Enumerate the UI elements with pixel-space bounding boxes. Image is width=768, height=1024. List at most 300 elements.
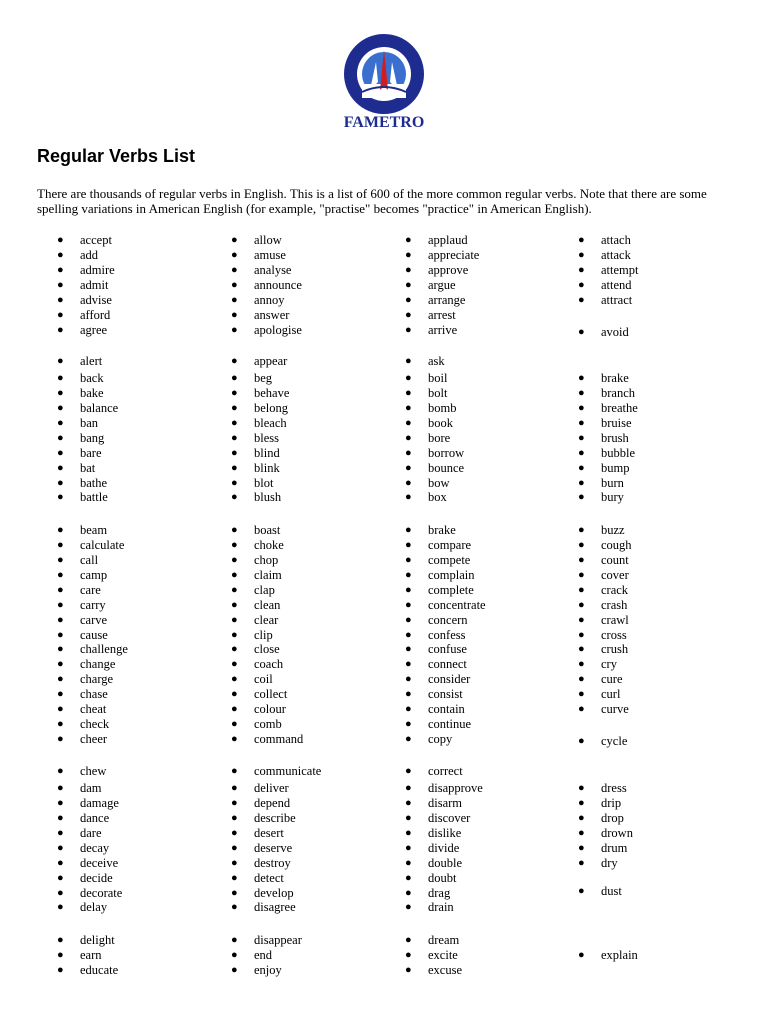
verb-text: disappear: [254, 933, 302, 947]
verb-text: accept: [80, 233, 112, 247]
bullet-icon: ●: [231, 613, 238, 626]
verb-text: answer: [254, 307, 290, 322]
verb-text: breathe: [601, 400, 638, 415]
verb-text: chase: [80, 687, 108, 702]
verb-text: analyse: [254, 262, 292, 277]
verb-text: arrest: [428, 307, 456, 322]
bullet-icon: ●: [405, 431, 412, 444]
bullet-icon: ●: [57, 901, 64, 914]
verb-text: burn: [601, 475, 624, 490]
verb-text: confuse: [428, 642, 467, 657]
bullet-icon: ●: [57, 372, 64, 384]
bullet-icon: ●: [231, 416, 238, 429]
bullet-icon: ●: [231, 234, 238, 246]
verb-text: concern: [428, 612, 468, 627]
verb-text: end: [254, 947, 273, 962]
bullet-icon: ●: [231, 658, 238, 671]
bullet-icon: ●: [231, 856, 238, 869]
bullet-icon: ●: [57, 386, 64, 399]
bullet-icon: ●: [578, 643, 585, 656]
verb-text: bat: [80, 460, 96, 475]
verb-text: bake: [80, 385, 104, 400]
verb-text: agree: [80, 322, 108, 337]
bullet-icon: ●: [57, 446, 64, 459]
verb-text: bruise: [601, 415, 632, 430]
bullet-icon: ●: [578, 401, 585, 414]
bullet-icon: ●: [57, 308, 64, 321]
verb-text: back: [80, 371, 104, 385]
verb-text: applaud: [428, 233, 468, 247]
bullet-icon: ●: [405, 934, 412, 946]
bullet-icon: ●: [405, 963, 412, 976]
verb-text: divide: [428, 840, 460, 855]
verb-text: buzz: [601, 523, 625, 537]
bullet-icon: ●: [578, 826, 585, 839]
bullet-icon: ●: [57, 963, 64, 976]
bullet-icon: ●: [57, 248, 64, 261]
bullet-icon: ●: [57, 628, 64, 641]
bullet-icon: ●: [405, 446, 412, 459]
verb-text: appreciate: [428, 247, 480, 262]
verb-text: borrow: [428, 445, 465, 460]
verb-text: disagree: [254, 900, 296, 915]
verb-text: clip: [254, 627, 273, 642]
bullet-icon: ●: [231, 765, 238, 777]
bullet-icon: ●: [231, 355, 238, 367]
verb-text: crush: [601, 642, 629, 657]
bullet-icon: ●: [405, 901, 412, 914]
verb-text: blush: [254, 490, 282, 505]
verb-text: excuse: [428, 962, 463, 977]
bullet-icon: ●: [578, 628, 585, 641]
verb-text: cough: [601, 537, 632, 552]
verb-text: drip: [601, 795, 622, 810]
verb-text: bomb: [428, 400, 457, 415]
verb-text: coach: [254, 657, 284, 672]
verb-text: appear: [254, 354, 288, 368]
bullet-icon: ●: [57, 461, 64, 474]
verb-text: dream: [428, 933, 460, 947]
bullet-icon: ●: [405, 461, 412, 474]
verb-text: explain: [601, 947, 638, 962]
verb-text: desert: [254, 825, 284, 840]
bullet-icon: ●: [578, 796, 585, 809]
verb-text: compare: [428, 537, 472, 552]
bullet-icon: ●: [405, 293, 412, 306]
bullet-icon: ●: [231, 963, 238, 976]
bullet-icon: ●: [405, 538, 412, 551]
verb-text: ban: [80, 415, 99, 430]
bullet-icon: ●: [57, 278, 64, 291]
verb-text: drown: [601, 825, 633, 840]
bullet-icon: ●: [405, 658, 412, 671]
verb-text: branch: [601, 385, 636, 400]
verb-text: dance: [80, 810, 110, 825]
verb-text: carry: [80, 597, 106, 612]
bullet-icon: ●: [578, 234, 585, 246]
bullet-icon: ●: [405, 386, 412, 399]
bullet-icon: ●: [405, 416, 412, 429]
bullet-icon: ●: [405, 733, 412, 745]
bullet-icon: ●: [57, 538, 64, 551]
bullet-icon: ●: [57, 886, 64, 899]
bullet-icon: ●: [405, 355, 412, 367]
verb-text: earn: [80, 947, 102, 962]
bullet-icon: ●: [231, 293, 238, 306]
verb-text: discover: [428, 810, 471, 825]
verb-text: bleach: [254, 415, 287, 430]
verb-text: crawl: [601, 612, 629, 627]
verb-text: bury: [601, 490, 624, 505]
bullet-icon: ●: [405, 568, 412, 581]
bullet-icon: ●: [405, 673, 412, 686]
bullet-icon: ●: [57, 688, 64, 701]
bullet-icon: ●: [405, 841, 412, 854]
bullet-icon: ●: [231, 796, 238, 809]
verb-text: dry: [601, 855, 618, 870]
bullet-icon: ●: [405, 948, 412, 961]
verb-text: consider: [428, 672, 471, 687]
verb-text: confess: [428, 627, 466, 642]
bullet-icon: ●: [578, 248, 585, 261]
bullet-icon: ●: [57, 733, 64, 745]
verb-text: check: [80, 717, 110, 732]
verb-text: annoy: [254, 292, 285, 307]
verb-text: correct: [428, 764, 463, 778]
bullet-icon: ●: [578, 948, 585, 961]
bullet-icon: ●: [405, 886, 412, 899]
verb-text: disarm: [428, 795, 463, 810]
verb-text: calculate: [80, 537, 125, 552]
bullet-icon: ●: [57, 613, 64, 626]
verb-text: bounce: [428, 460, 465, 475]
bullet-icon: ●: [57, 856, 64, 869]
verb-text: argue: [428, 277, 456, 292]
bullet-icon: ●: [231, 476, 238, 489]
bullet-icon: ●: [231, 934, 238, 946]
bullet-icon: ●: [57, 658, 64, 671]
verb-text: box: [428, 490, 447, 505]
verb-text: dare: [80, 825, 102, 840]
verb-text: afford: [80, 307, 111, 322]
verb-text: deserve: [254, 840, 293, 855]
verb-text: count: [601, 552, 629, 567]
bullet-icon: ●: [57, 598, 64, 611]
bullet-icon: ●: [231, 628, 238, 641]
verb-text: battle: [80, 490, 108, 505]
bullet-icon: ●: [231, 308, 238, 321]
verb-text: cheer: [80, 732, 108, 746]
verb-text: beam: [80, 523, 108, 537]
verb-text: cure: [601, 672, 623, 687]
verb-text: delay: [80, 900, 108, 915]
bullet-icon: ●: [405, 263, 412, 276]
verb-text: cover: [601, 567, 629, 582]
verb-text: bang: [80, 430, 105, 445]
verb-text: choke: [254, 537, 284, 552]
bullet-icon: ●: [405, 703, 412, 716]
verb-text: attach: [601, 233, 631, 247]
verb-text: excite: [428, 947, 458, 962]
verb-text: communicate: [254, 764, 322, 778]
bullet-icon: ●: [405, 718, 412, 731]
verb-text: chop: [254, 552, 279, 567]
bullet-icon: ●: [57, 491, 64, 504]
bullet-icon: ●: [57, 553, 64, 566]
verb-text: camp: [80, 567, 108, 582]
bullet-icon: ●: [231, 461, 238, 474]
bullet-icon: ●: [578, 598, 585, 611]
verb-text: beg: [254, 371, 273, 385]
verb-text: apologise: [254, 322, 302, 337]
bullet-icon: ●: [405, 811, 412, 824]
bullet-icon: ●: [578, 673, 585, 686]
verb-text: depend: [254, 795, 291, 810]
bullet-icon: ●: [405, 524, 412, 536]
verb-text: approve: [428, 262, 469, 277]
verb-text: doubt: [428, 870, 457, 885]
verb-text: crack: [601, 582, 629, 597]
page-title: Regular Verbs List: [37, 146, 196, 166]
bullet-icon: ●: [405, 476, 412, 489]
bullet-icon: ●: [57, 718, 64, 731]
bullet-icon: ●: [57, 524, 64, 536]
verb-text: cause: [80, 627, 108, 642]
verb-text: cross: [601, 627, 627, 642]
bullet-icon: ●: [578, 372, 585, 384]
bullet-icon: ●: [231, 553, 238, 566]
verb-text: attack: [601, 247, 631, 262]
bullet-icon: ●: [578, 263, 585, 276]
bullet-icon: ●: [578, 613, 585, 626]
verb-text: blot: [254, 475, 274, 490]
verb-text: decide: [80, 870, 113, 885]
verb-text: boast: [254, 523, 281, 537]
verb-text: clean: [254, 597, 281, 612]
bullet-icon: ●: [231, 538, 238, 551]
verb-text: book: [428, 415, 453, 430]
bullet-icon: ●: [57, 826, 64, 839]
verb-text: drum: [601, 840, 628, 855]
verb-text: enjoy: [254, 962, 282, 977]
verb-text: bubble: [601, 445, 636, 460]
verb-text: compete: [428, 552, 471, 567]
bullet-icon: ●: [231, 782, 238, 794]
bullet-icon: ●: [405, 553, 412, 566]
bullet-icon: ●: [578, 431, 585, 444]
verb-text: dress: [601, 781, 627, 795]
bullet-icon: ●: [231, 886, 238, 899]
bullet-icon: ●: [578, 688, 585, 701]
logo-wordmark: FAMETRO: [343, 114, 425, 131]
verb-text: arrive: [428, 322, 458, 337]
bullet-icon: ●: [57, 673, 64, 686]
bullet-icon: ●: [57, 782, 64, 794]
verb-text: carve: [80, 612, 108, 627]
bullet-icon: ●: [231, 841, 238, 854]
bullet-icon: ●: [231, 248, 238, 261]
verb-text: develop: [254, 885, 294, 900]
verb-text: charge: [80, 672, 114, 687]
bullet-icon: ●: [231, 263, 238, 276]
verb-text: balance: [80, 400, 119, 415]
bullet-icon: ●: [405, 234, 412, 246]
bullet-icon: ●: [578, 658, 585, 671]
bullet-icon: ●: [231, 278, 238, 291]
verb-text: blind: [254, 445, 280, 460]
verb-text: bare: [80, 445, 102, 460]
bullet-icon: ●: [405, 796, 412, 809]
bullet-icon: ●: [578, 735, 585, 747]
verb-text: deliver: [254, 781, 289, 795]
bullet-icon: ●: [578, 446, 585, 459]
verb-text: copy: [428, 732, 453, 746]
verb-text: close: [254, 642, 280, 657]
bullet-icon: ●: [578, 538, 585, 551]
bullet-icon: ●: [578, 703, 585, 716]
verb-text: dam: [80, 781, 102, 795]
bullet-icon: ●: [231, 568, 238, 581]
bullet-icon: ●: [578, 856, 585, 869]
bullet-icon: ●: [405, 323, 412, 336]
verb-text: command: [254, 732, 304, 746]
bullet-icon: ●: [578, 811, 585, 824]
verb-text: blink: [254, 460, 280, 475]
bullet-icon: ●: [231, 948, 238, 961]
verb-text: complete: [428, 582, 474, 597]
bullet-icon: ●: [578, 553, 585, 566]
verb-text: deceive: [80, 855, 119, 870]
verb-text: bore: [428, 430, 451, 445]
verb-text: admit: [80, 277, 109, 292]
verb-text: disapprove: [428, 781, 483, 795]
verb-text: collect: [254, 687, 288, 702]
bullet-icon: ●: [578, 386, 585, 399]
verb-text: drag: [428, 885, 451, 900]
bullet-icon: ●: [231, 901, 238, 914]
bullet-icon: ●: [57, 416, 64, 429]
verb-text: brush: [601, 430, 629, 445]
bullet-icon: ●: [231, 688, 238, 701]
bullet-icon: ●: [231, 871, 238, 884]
verb-text: continue: [428, 717, 472, 732]
verb-text: double: [428, 855, 463, 870]
verb-text: bow: [428, 475, 450, 490]
bullet-icon: ●: [57, 841, 64, 854]
bullet-icon: ●: [231, 598, 238, 611]
verb-text: cry: [601, 657, 617, 672]
bullet-icon: ●: [231, 323, 238, 336]
verb-text: delight: [80, 933, 115, 947]
verb-text: ask: [428, 354, 445, 368]
verb-text: add: [80, 247, 99, 262]
bullet-icon: ●: [578, 583, 585, 596]
bullet-icon: ●: [231, 446, 238, 459]
verb-text: dust: [601, 883, 622, 898]
verb-text: clear: [254, 612, 279, 627]
bullet-icon: ●: [231, 826, 238, 839]
bullet-icon: ●: [578, 491, 585, 504]
bullet-icon: ●: [231, 718, 238, 731]
bullet-icon: ●: [231, 583, 238, 596]
bullet-icon: ●: [57, 431, 64, 444]
verb-text: advise: [80, 292, 112, 307]
verb-text: damage: [80, 795, 119, 810]
verb-text: drop: [601, 810, 624, 825]
verb-text: dislike: [428, 825, 462, 840]
verb-text: detect: [254, 870, 284, 885]
bullet-icon: ●: [231, 372, 238, 384]
verb-text: consist: [428, 687, 463, 702]
bullet-icon: ●: [405, 401, 412, 414]
bullet-icon: ●: [57, 643, 64, 656]
verb-text: attempt: [601, 262, 639, 277]
verb-text: decay: [80, 840, 110, 855]
verb-text: concentrate: [428, 597, 486, 612]
bullet-icon: ●: [405, 871, 412, 884]
bullet-icon: ●: [57, 263, 64, 276]
verb-text: decorate: [80, 885, 123, 900]
verb-text: avoid: [601, 324, 629, 339]
bullet-icon: ●: [231, 386, 238, 399]
bullet-icon: ●: [578, 841, 585, 854]
bullet-icon: ●: [405, 613, 412, 626]
bullet-icon: ●: [231, 811, 238, 824]
verb-text: drain: [428, 900, 454, 915]
bullet-icon: ●: [578, 884, 585, 897]
bullet-icon: ●: [57, 583, 64, 596]
bullet-icon: ●: [231, 673, 238, 686]
bullet-icon: ●: [578, 524, 585, 536]
bullet-icon: ●: [405, 598, 412, 611]
verb-text: comb: [254, 717, 282, 732]
verb-text: brake: [428, 523, 456, 537]
verb-text: admire: [80, 262, 115, 277]
verb-text: boil: [428, 371, 448, 385]
bullet-icon: ●: [405, 491, 412, 504]
verb-text: cheat: [80, 702, 107, 717]
verb-text: call: [80, 552, 99, 567]
bullet-icon: ●: [57, 568, 64, 581]
bullet-icon: ●: [57, 703, 64, 716]
bullet-icon: ●: [57, 323, 64, 336]
bullet-icon: ●: [405, 278, 412, 291]
bullet-icon: ●: [405, 856, 412, 869]
bullet-icon: ●: [405, 372, 412, 384]
verb-text: destroy: [254, 855, 291, 870]
bullet-icon: ●: [231, 524, 238, 536]
bullet-icon: ●: [405, 826, 412, 839]
bullet-icon: ●: [57, 401, 64, 414]
bullet-icon: ●: [231, 733, 238, 745]
intro-paragraph: There are thousands of regular verbs in English. This is a list of 600 of the more common regular verbs. Note that there are some spelling variations in American English (for example, "practise" becomes "practice" in American English).: [37, 186, 707, 216]
verb-text: bless: [254, 430, 279, 445]
bullet-icon: ●: [405, 765, 412, 777]
bullet-icon: ●: [57, 476, 64, 489]
bullet-icon: ●: [578, 782, 585, 794]
verb-text: bolt: [428, 385, 448, 400]
bullet-icon: ●: [578, 568, 585, 581]
bullet-icon: ●: [405, 688, 412, 701]
bullet-icon: ●: [57, 948, 64, 961]
verb-text: amuse: [254, 247, 286, 262]
bullet-icon: ●: [231, 401, 238, 414]
bullet-icon: ●: [578, 476, 585, 489]
verb-text: challenge: [80, 642, 128, 657]
verb-text: colour: [254, 702, 286, 717]
verb-text: crash: [601, 597, 628, 612]
verb-text: attract: [601, 292, 633, 307]
